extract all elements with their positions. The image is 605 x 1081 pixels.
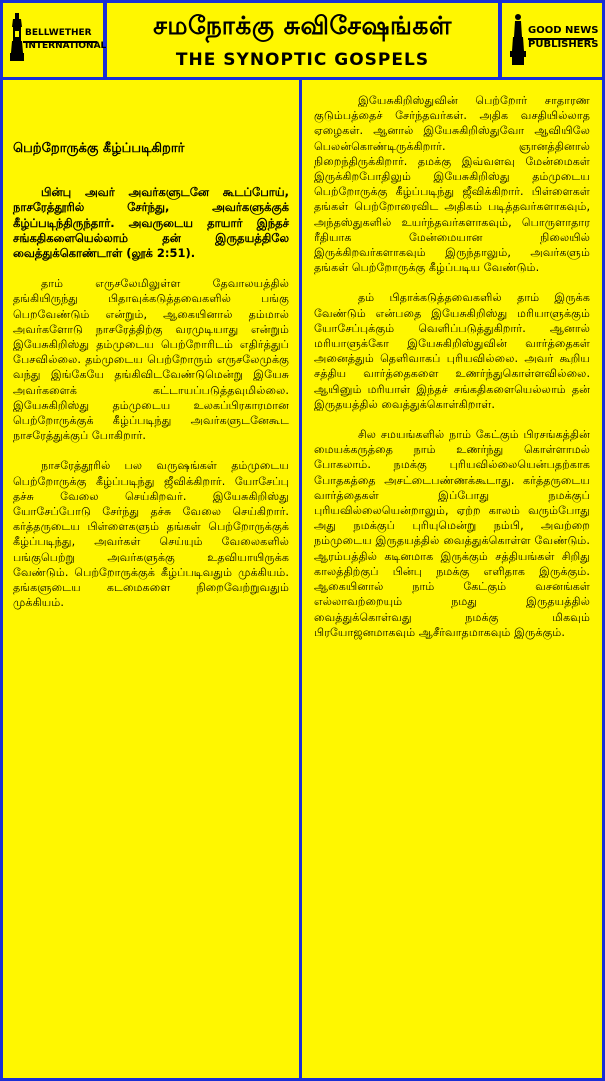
left-paragraph-2: நாசரேத்தூரில் பல வருஷங்கள் தம்முடைய பெற்றோருக்கு கீழ்ப்படிந்து ஜீவிக்கிறார். யோசேப்பு தச்சு வேலை செய்கிறவர். இயேசுகிறிஸ்து யோசேப்போடு சேர்ந்து தச்சு வேலை செய்கிறார். கர்த்தருடைய பிள்ளைகளும் தங்கள் பெற்றோருக்குக் கீழ்ப்படிந்து, அவர்கள் செய்யும் வேலைகளில் பங்குபெற்று அவர்களுக்கு உதவியாயிருக்க வேண்டும். பெற்றோருக்குக் கீழ்ப்படிவதும் முக்கியம். தங்களுடைய கடமைகளை நிறைவேற்றுவதும் முக்கியம். xyxy=(13,459,289,610)
scroll-statue-icon xyxy=(510,13,526,69)
bellwether-logo xyxy=(3,3,107,77)
bellwether-line1: BELLWETHER xyxy=(25,28,92,38)
bellwether-logo-text xyxy=(25,27,106,53)
left-column xyxy=(3,80,299,1078)
scripture-quote: பின்பு அவர் அவர்களுடனே கூடப்போய், நாசரேத்தூரில் சேர்ந்து, அவர்களுக்குக் கீழ்ப்படிந்திருந்தார். அவருடைய தாயார் இந்தச் சங்கதிகளையெல்லாம் தன் இருதயத்திலே வைத்துக்கொண்டாள் (லூக் 2:51). xyxy=(13,185,289,261)
section-heading: பெற்றோருக்கு கீழ்ப்படிகிறார் xyxy=(13,141,185,156)
title-box xyxy=(107,3,498,77)
right-paragraph-3: சில சமயங்களில் நாம் கேட்கும் பிரசங்கத்தின் மையக்கருத்தை நாம் உணர்ந்து கொள்ளாமல் போகலாம். நமக்கு புரியவில்லையென்பதற்காக போதகத்தை அசட்டைபண்ணக்கூடாது. கர்த்தருடைய வார்த்தைகள் இப்போது நமக்குப் புரியவில்லையென்றாலும், ஏற்ற காலம் வரும்போது அது நமக்குப் புரியுமென்று நம்பி, அவற்றை நம்முடைய இருதயத்தில் வைத்துக்கொள்ள வேண்டும். ஆரம்பத்தில் கடினமாக இருக்கும் சத்தியங்கள் சிறிது காலத்திற்குப் பின்பு நமக்கு எளிதாக இருக்கும். ஆகையினால் நாம் கேட்கும் வசனங்கள் எல்லாவற்றையும் நமது இருதயத்தில் வைத்துக்கொள்வது நமக்கு மிகவும் பிரயோஜனமாகவும் ஆசீர்வாதமாகவும் இருக்கும். xyxy=(314,428,590,639)
good-news-logo-text xyxy=(528,24,598,52)
page-title-tamil: சமநோக்கு சுவிசேஷங்கள் xyxy=(153,11,452,40)
good-news-line2: PUBLISHERS xyxy=(528,39,599,50)
right-paragraph-2: தம் பிதாக்கடுத்தவைகளில் தாம் இருக்க வேண்டும் என்பதை இயேசுகிறிஸ்து மரியாளுக்கும் யோசேப்புக்கும் வெளிப்படுத்துகிறார். ஆனால் மரியாளுக்கோ இயேசுகிறிஸ்துவின் வார்த்தைகள் அனைத்தும் தெளிவாகப் புரியவில்லை. அவர் கூறிய சத்திய வார்த்தைகளை உணர்ந்துகொள்ளவில்லை. ஆயினும் மரியாள் இந்தச் சங்கதிகளையெல்லாம் தன் இருதயத்தில் வைத்துக்கொள்கிறாள். xyxy=(314,291,590,411)
good-news-line1: GOOD NEWS xyxy=(528,25,599,36)
page-title-english: THE SYNOPTIC GOSPELS xyxy=(175,50,430,70)
right-paragraph-1: இயேசுகிறிஸ்துவின் பெற்றோர் சாதாரண குடும்பத்தைச் சேர்ந்தவர்கள். அதிக வசதியில்லாத ஏழைகள். ஆனால் இயேசுகிறிஸ்துவோ ஆவியிலே பெலன்கொண்டிருக்கிறார். ஞானத்தினால் நிறைந்திருக்கிறார். தமக்கு இவ்வளவு மேன்மைகள் இருக்கிறபோதிலும் இயேசுகிறிஸ்து தம்முடைய பெற்றோருக்கு கீழ்ப்படிந்து ஜீவிக்கிறார். பிள்ளைகள் தங்கள் பெற்றோரைவிட அதிகம் படித்தவர்களாகவும், அந்தஸ்துகளில் உயர்ந்தவர்களாகவும், பொருளாதார ரீதியாக மேன்மையான நிலையில் இருக்கிறவர்களாகவும் இருந்தாலும், அவர்களும் தங்கள் பெற்றோருக்கு கீழ்ப்படிய வேண்டும். xyxy=(314,94,590,275)
good-news-logo xyxy=(502,3,602,77)
bellwether-line2: INTERNATIONAL xyxy=(25,41,107,51)
right-column xyxy=(302,80,602,1078)
header-banner xyxy=(0,0,605,80)
bell-tower-icon xyxy=(10,13,24,65)
left-paragraph-1: தாம் எருசலேமிலுள்ள தேவாலயத்தில் தங்கியிருந்து பிதாவுக்கடுத்தவைகளில் பங்கு பெறவேண்டும் என்றும், ஆகையினால் தம்மால் அவர்களோடு நாசரேத்திற்கு வரமுடியாது என்றும் இயேசுகிறிஸ்து தம்முடைய பெற்றோரிடம் எதிர்த்துப் பேசவில்லை. தம்முடைய பெற்றோரும் எருசலேமுக்கு வந்து இங்கேயே தங்கிவிடவேண்டுமென்று இயேசு அவர்களைக் கட்டாயப்படுத்தவுமில்லை. இயேசுகிறிஸ்து தம்முடைய உலகப்பிரகாரமான பெற்றோருக்குக் கீழ்ப்படிந்து அவர்களுடனேகூட நாசரேத்துக்குப் போகிறார். xyxy=(13,277,289,443)
